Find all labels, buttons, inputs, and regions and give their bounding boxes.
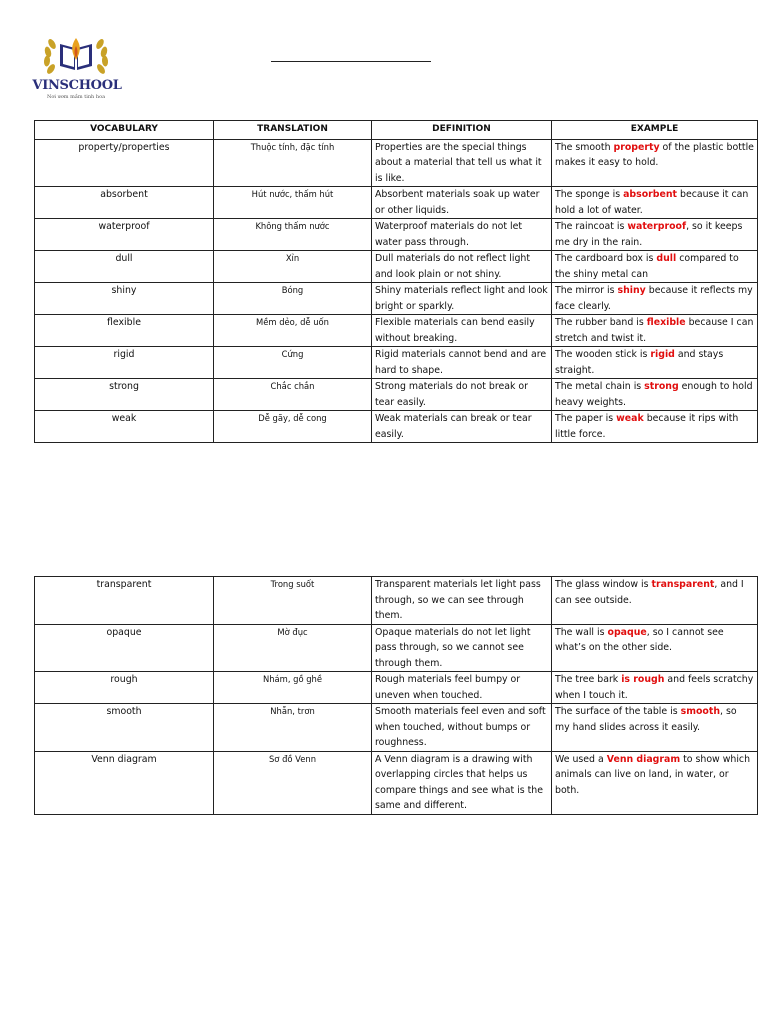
table-row (35, 139, 758, 187)
vocabulary-word: flexible (35, 315, 214, 347)
example-keyword: opaque (607, 626, 647, 638)
translation-cell: Dễ gãy, dễ cong (214, 411, 372, 443)
vocabulary-word: shiny (35, 283, 214, 315)
vocabulary-word: Venn diagram (35, 751, 214, 814)
example-text: The mirror is (555, 285, 618, 296)
translation-cell: Chắc chắn (214, 379, 372, 411)
example-text: and stays straight. (555, 349, 724, 376)
translation-cell: Thuộc tính, đặc tính (214, 139, 372, 187)
example-cell (552, 139, 758, 187)
table-header-row (35, 121, 758, 140)
example-text: because it rips with little force. (555, 413, 739, 440)
definition-cell: Shiny materials reflect light and look bright or sparkly. (372, 283, 552, 315)
table-row (35, 672, 758, 704)
example-cell (552, 624, 758, 672)
vinschool-logo (30, 30, 122, 104)
table-row (35, 751, 758, 814)
vocabulary-word: rigid (35, 347, 214, 379)
logo-wordmark: VINSCHOOL (32, 78, 122, 93)
vocabulary-word: property/properties (35, 139, 214, 187)
example-text: The wooden stick is (555, 349, 651, 360)
example-text: The metal chain is (555, 381, 645, 392)
translation-cell: Không thấm nước (214, 219, 372, 251)
example-keyword: dull (656, 253, 677, 264)
example-text: The surface of the table is (555, 706, 681, 717)
example-cell (552, 347, 758, 379)
example-keyword: weak (616, 413, 644, 424)
example-keyword: is rough (621, 674, 665, 685)
definition-cell: Transparent materials let light pass through, so we can see through them. (372, 577, 552, 625)
table-row (35, 219, 758, 251)
table-row (35, 251, 758, 283)
example-text: enough to hold heavy weights. (555, 381, 753, 408)
example-cell (552, 187, 758, 219)
example-keyword: strong (644, 381, 679, 392)
example-cell (552, 283, 758, 315)
vocabulary-word: strong (35, 379, 214, 411)
example-text: The tree bark (555, 674, 622, 685)
definition-cell: Weak materials can break or tear easily. (372, 411, 552, 443)
example-text: The cardboard box is (555, 253, 657, 264)
logo-tagline: Nơi ươm mầm tinh hoa (46, 94, 106, 100)
table-row (35, 347, 758, 379)
example-cell (552, 219, 758, 251)
example-text: compared to the shiny metal can (555, 253, 739, 280)
translation-cell: Sơ đồ Venn (214, 751, 372, 814)
example-text: and feels scratchy when I touch it. (555, 674, 754, 701)
definition-cell: A Venn diagram is a drawing with overlapping circles that helps us compare things and see what is the same and different. (372, 751, 552, 814)
example-text: to show which animals can live on land, in water, or both. (555, 753, 751, 796)
example-cell (552, 751, 758, 814)
translation-cell: Mờ đục (214, 624, 372, 672)
header-translation: TRANSLATION (214, 121, 372, 140)
example-text: , and I can see outside. (555, 579, 744, 606)
example-keyword: waterproof (627, 221, 687, 232)
example-cell (552, 315, 758, 347)
example-keyword: rigid (650, 349, 675, 360)
definition-cell: Opaque materials do not let light pass through, so we cannot see through them. (372, 624, 552, 672)
definition-cell: Smooth materials feel even and soft when touched, without bumps or roughness. (372, 704, 552, 752)
example-keyword: property (613, 141, 660, 153)
example-text: The paper is (555, 413, 617, 424)
definition-cell: Waterproof materials do not let water pass through. (372, 219, 552, 251)
vocabulary-word: dull (35, 251, 214, 283)
example-text: because it can hold a lot of water. (555, 189, 749, 216)
header-example: EXAMPLE (552, 121, 758, 140)
table-row (35, 411, 758, 443)
example-cell (552, 411, 758, 443)
table-row (35, 283, 758, 315)
vocabulary-word: rough (35, 672, 214, 704)
example-text: because I can stretch and twist it. (555, 317, 754, 344)
name-blank-line (271, 61, 431, 62)
definition-cell: Dull materials do not reflect light and look plain or not shiny. (372, 251, 552, 283)
example-text: because it reflects my face clearly. (555, 285, 753, 312)
example-text: , so it keeps me dry in the rain. (555, 221, 743, 248)
translation-cell: Mềm dẻo, dễ uốn (214, 315, 372, 347)
table-row (35, 379, 758, 411)
example-text: of the plastic bottle makes it easy to hold. (555, 141, 754, 168)
example-text: The rubber band is (555, 317, 647, 328)
vocabulary-word: opaque (35, 624, 214, 672)
table-row (35, 577, 758, 625)
definition-cell: Rigid materials cannot bend and are hard to shape. (372, 347, 552, 379)
example-keyword: Venn diagram (606, 753, 681, 765)
vocabulary-word: transparent (35, 577, 214, 625)
definition-cell: Properties are the special things about a material that tell us what it is like. (372, 139, 552, 187)
table-row (35, 187, 758, 219)
example-cell (552, 577, 758, 625)
vocabulary-table-2 (34, 576, 758, 815)
example-text: , so I cannot see what’s on the other side. (555, 626, 724, 653)
header-vocabulary: VOCABULARY (35, 121, 214, 140)
definition-cell: Flexible materials can bend easily without breaking. (372, 315, 552, 347)
example-keyword: transparent (651, 579, 715, 590)
example-cell (552, 251, 758, 283)
example-text: We used a (555, 753, 607, 765)
translation-cell: Bóng (214, 283, 372, 315)
translation-cell: Hút nước, thấm hút (214, 187, 372, 219)
definition-cell: Absorbent materials soak up water or other liquids. (372, 187, 552, 219)
translation-cell: Xỉn (214, 251, 372, 283)
vocabulary-table-1 (34, 120, 758, 443)
vocabulary-word: weak (35, 411, 214, 443)
table-row (35, 315, 758, 347)
definition-cell: Strong materials do not break or tear easily. (372, 379, 552, 411)
example-text: The wall is (555, 626, 608, 638)
example-cell (552, 704, 758, 752)
translation-cell: Trong suốt (214, 577, 372, 625)
example-keyword: absorbent (623, 189, 678, 200)
example-text: The raincoat is (555, 221, 628, 232)
translation-cell: Nhám, gồ ghề (214, 672, 372, 704)
table-row (35, 624, 758, 672)
example-text: The smooth (555, 141, 614, 153)
example-text: , so my hand slides across it easily. (555, 706, 737, 733)
example-keyword: smooth (680, 706, 721, 717)
example-cell (552, 672, 758, 704)
vocabulary-word: waterproof (35, 219, 214, 251)
example-text: The sponge is (555, 189, 624, 200)
example-cell (552, 379, 758, 411)
header-definition: DEFINITION (372, 121, 552, 140)
vocabulary-word: absorbent (35, 187, 214, 219)
table-row (35, 704, 758, 752)
example-text: The glass window is (555, 579, 652, 590)
translation-cell: Cứng (214, 347, 372, 379)
definition-cell: Rough materials feel bumpy or uneven when touched. (372, 672, 552, 704)
translation-cell: Nhẵn, trơn (214, 704, 372, 752)
example-keyword: shiny (617, 285, 646, 296)
example-keyword: flexible (646, 317, 686, 328)
vocabulary-word: smooth (35, 704, 214, 752)
book-crest-icon (30, 30, 122, 80)
